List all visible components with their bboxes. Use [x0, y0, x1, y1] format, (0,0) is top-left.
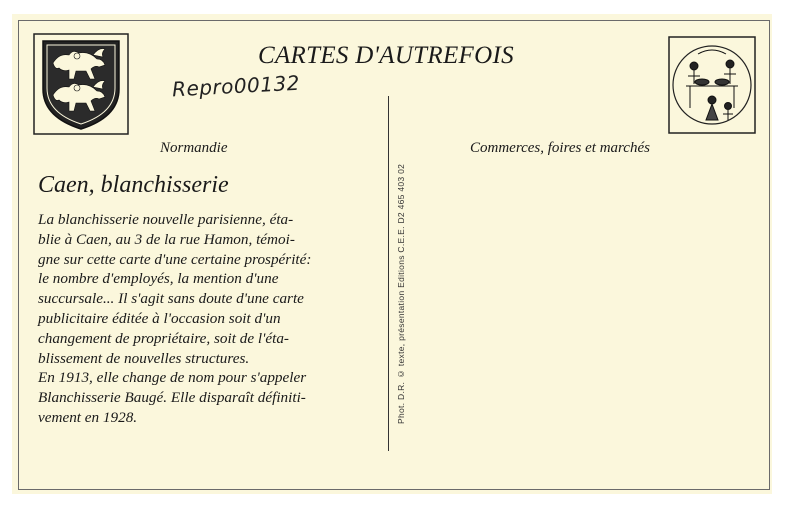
description-line: le nombre d'employés, la mention d'une: [38, 270, 279, 288]
description-line: La blanchisserie nouvelle parisienne, éta-: [38, 211, 294, 228]
description-line: changement de propriétaire, soit de l'éta-: [38, 329, 289, 347]
description-line: Blanchisserie Baugé. Elle disparaît définiti-: [38, 389, 306, 407]
series-title: CARTES D'AUTREFOIS: [258, 42, 514, 69]
description-text: [38, 210, 378, 428]
category-label: Commerces, foires et marchés: [470, 140, 650, 156]
market-scene-vignette-icon: [668, 36, 756, 134]
description-line: En 1913, elle change de nom pour s'appeler: [38, 369, 307, 387]
description-line: publicitaire éditée à l'occasion soit d'un: [38, 309, 281, 327]
handwritten-reference: Repro00132: [171, 70, 301, 102]
region-label: Normandie: [160, 140, 228, 156]
publisher-credits: Phot. D.R. © texte, présentation Editions C.E.E. D2 465 403 02: [396, 163, 406, 424]
card-title: Caen, blanchisserie: [38, 172, 229, 198]
normandy-lions-crest-icon: [33, 33, 129, 135]
description-line: succursale... Il s'agit sans doute d'une carte: [38, 290, 304, 308]
description-line: gne sur cette carte d'une certaine prospérité:: [38, 250, 312, 268]
description-line: vement en 1928.: [38, 408, 138, 426]
description-line: blie à Caen, au 3 de la rue Hamon, témoi-: [38, 230, 295, 248]
center-divider: [388, 96, 389, 451]
description-line: blissement de nouvelles structures.: [38, 349, 250, 367]
